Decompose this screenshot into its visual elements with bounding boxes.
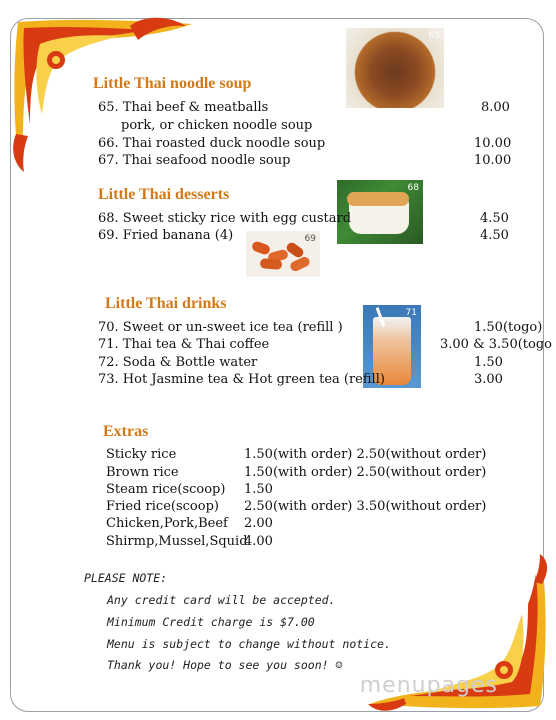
extra-item: Fried rice(scoop) bbox=[106, 499, 219, 514]
menu-item: 69. Fried banana (4) bbox=[98, 228, 234, 243]
photo-number-label: 65 bbox=[428, 31, 440, 41]
menu-item: 70. Sweet or un-sweet ice tea (refill ) bbox=[98, 320, 343, 335]
menu-item: pork, or chicken noodle soup bbox=[121, 118, 313, 133]
menu-item: 65. Thai beef & meatballs bbox=[98, 100, 269, 115]
note-line: Menu is subject to change without notice. bbox=[107, 637, 391, 651]
note-line: Minimum Credit charge is $7.00 bbox=[107, 615, 315, 629]
extra-item-price: 1.50(with order) 2.50(without order) bbox=[244, 447, 487, 462]
note-line: Thank you! Hope to see you soon! ☺ bbox=[107, 658, 343, 672]
extra-item: Steam rice(scoop) bbox=[106, 482, 226, 497]
menu-item: 71. Thai tea & Thai coffee bbox=[98, 337, 270, 352]
section-title-desserts: Little Thai desserts bbox=[98, 186, 230, 203]
menu-item-price: 4.50 bbox=[480, 228, 509, 243]
note-heading: PLEASE NOTE: bbox=[84, 571, 168, 585]
section-title-drinks: Little Thai drinks bbox=[105, 295, 227, 312]
menu-item: 73. Hot Jasmine tea & Hot green tea (refill) bbox=[98, 372, 385, 387]
menu-item-price: 3.00 bbox=[474, 372, 503, 387]
menu-item: 68. Sweet sticky rice with egg custard bbox=[98, 211, 352, 226]
watermark: menupages bbox=[359, 673, 498, 698]
section-title-extras: Extras bbox=[103, 423, 149, 440]
extra-item: Sticky rice bbox=[106, 447, 177, 462]
menu-item-price: 10.00 bbox=[474, 153, 512, 168]
menu-item-price: 1.50(togo) bbox=[474, 320, 543, 335]
extra-item-price: 2.50(with order) 3.50(without order) bbox=[244, 499, 487, 514]
note-line: Any credit card will be accepted. bbox=[107, 593, 336, 607]
menu-item: 66. Thai roasted duck noodle soup bbox=[98, 136, 326, 151]
extra-item: Chicken,Pork,Beef bbox=[106, 516, 228, 531]
menu-item: 72. Soda & Bottle water bbox=[98, 355, 258, 370]
photo-number-label: 71 bbox=[405, 308, 417, 318]
menu-item: 67. Thai seafood noodle soup bbox=[98, 153, 291, 168]
extra-item: Shirmp,Mussel,Squid bbox=[106, 534, 248, 549]
extra-item-price: 1.50(with order) 2.50(without order) bbox=[244, 465, 487, 480]
extra-item-price: 2.00 bbox=[244, 516, 273, 531]
photo-number-label: 68 bbox=[407, 183, 419, 193]
photo-fried-banana bbox=[246, 231, 320, 277]
menu-item-price: 3.00 & 3.50(togo bbox=[440, 337, 552, 352]
photo-number-label: 69 bbox=[304, 234, 316, 244]
menu-item-price: 1.50 bbox=[474, 355, 503, 370]
photo-beef-noodle-soup bbox=[346, 28, 444, 108]
extra-item-price: 4.00 bbox=[244, 534, 273, 549]
section-title-noodle-soup: Little Thai noodle soup bbox=[93, 75, 252, 92]
extra-item-price: 1.50 bbox=[244, 482, 273, 497]
menu-item-price: 4.50 bbox=[480, 211, 509, 226]
menu-item-price: 10.00 bbox=[474, 136, 512, 151]
menu-item-price: 8.00 bbox=[481, 100, 510, 115]
extra-item: Brown rice bbox=[106, 465, 179, 480]
